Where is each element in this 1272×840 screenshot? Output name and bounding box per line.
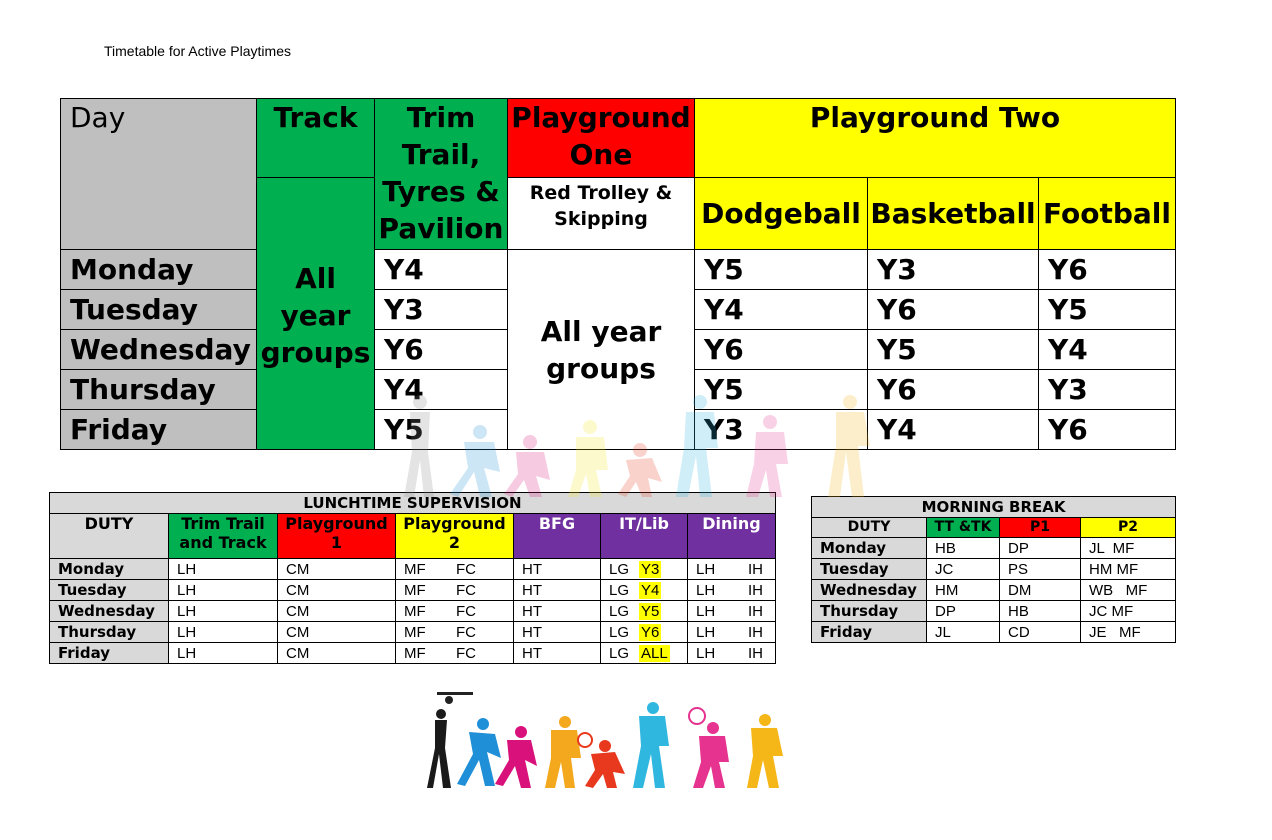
morning-day: Tuesday: [812, 559, 927, 580]
lunch-cell: LH: [169, 559, 278, 580]
sports-watermark-icon: [400, 372, 900, 502]
morning-p1-header: P1: [1000, 518, 1081, 538]
lunch-cell: [688, 601, 776, 622]
lunch-staff: MF: [404, 602, 426, 620]
track-header: Track: [257, 99, 375, 178]
lunch-staff: IH: [748, 581, 763, 599]
football-cell: Y4: [1039, 330, 1176, 370]
basketball-cell: Y3: [868, 250, 1039, 290]
playground-one-header: Playground One: [508, 99, 695, 178]
lunch-cell: LH: [169, 622, 278, 643]
lunch-staff: FC: [456, 602, 476, 620]
morning-day: Wednesday: [812, 580, 927, 601]
lunch-staff: MF: [404, 560, 426, 578]
football-cell: Y6: [1039, 250, 1176, 290]
morning-cell: JL: [927, 622, 1000, 643]
trim-cell: Y3: [375, 290, 508, 330]
lunch-cell: [688, 643, 776, 664]
lunch-cell: [601, 643, 688, 664]
lunch-staff: LG: [609, 602, 630, 620]
lunch-staff: MF: [404, 623, 426, 641]
lunch-staff: FC: [456, 644, 476, 662]
basketball-cell: Y4: [868, 410, 1039, 450]
dodgeball-cell: Y4: [695, 290, 868, 330]
lunch-cell: [396, 643, 514, 664]
lunch-staff: LG: [609, 623, 630, 641]
lunch-bfg-header: BFG: [514, 514, 601, 559]
year-highlight: Y4: [641, 581, 660, 599]
dodgeball-cell: Y5: [695, 250, 868, 290]
morning-duty-header: DUTY: [812, 518, 927, 538]
playground-one-all-year-groups: All year groups: [508, 250, 695, 450]
morning-caption: MORNING BREAK: [812, 497, 1176, 518]
lunch-staff: FC: [456, 623, 476, 641]
lunch-staff: LG: [609, 560, 630, 578]
morning-tt-header: TT &TK: [927, 518, 1000, 538]
sports-silhouettes-icon: [425, 688, 800, 792]
lunch-cell: [396, 622, 514, 643]
morning-cell: JC: [927, 559, 1000, 580]
lunch-cell: CM: [278, 643, 396, 664]
year-highlight: Y6: [641, 623, 660, 641]
lunch-trim-header: Trim Trail and Track: [169, 514, 278, 559]
figure-orange: [545, 716, 581, 788]
lunch-cell: [601, 580, 688, 601]
lunch-staff: LG: [609, 581, 630, 599]
figure-black: [427, 709, 451, 788]
morning-cell: WB MF: [1081, 580, 1176, 601]
figure-red: [578, 733, 625, 788]
lunch-staff: LH: [696, 623, 716, 641]
football-cell: Y6: [1039, 410, 1176, 450]
lunch-cell: CM: [278, 622, 396, 643]
lunch-cell: HT: [514, 580, 601, 601]
figure-yellow: [747, 714, 783, 788]
figure-magenta: [495, 726, 537, 788]
day-cell: Monday: [61, 250, 257, 290]
morning-cell: HB: [927, 538, 1000, 559]
lunch-cell: [688, 622, 776, 643]
morning-cell: DP: [1000, 538, 1081, 559]
lunch-caption: LUNCHTIME SUPERVISION: [50, 493, 776, 514]
dodgeball-cell: Y5: [695, 370, 868, 410]
figure-pink: [689, 708, 729, 788]
lunch-cell: [688, 580, 776, 601]
lunch-pg2-header: Playground 2: [396, 514, 514, 559]
football-header: Football: [1039, 178, 1176, 250]
lunch-staff: LG: [609, 644, 630, 662]
day-cell: Wednesday: [61, 330, 257, 370]
lunch-itlib-header: IT/Lib: [601, 514, 688, 559]
trim-cell: Y6: [375, 330, 508, 370]
lunchtime-supervision-table: [49, 492, 776, 664]
lunch-duty-header: DUTY: [50, 514, 169, 559]
lunch-staff: LH: [696, 602, 716, 620]
year-highlight: Y3: [641, 560, 660, 578]
football-cell: Y5: [1039, 290, 1176, 330]
lunch-day: Wednesday: [50, 601, 169, 622]
morning-cell: JC MF: [1081, 601, 1176, 622]
figure-cyan: [633, 702, 669, 788]
lunch-cell: LH: [169, 601, 278, 622]
basketball-cell: Y5: [868, 330, 1039, 370]
lunch-day: Friday: [50, 643, 169, 664]
lunch-staff: LH: [696, 560, 716, 578]
figure-blue: [457, 718, 501, 786]
basketball-cell: Y6: [868, 370, 1039, 410]
morning-cell: JL MF: [1081, 538, 1176, 559]
morning-break-table: [811, 496, 1176, 643]
day-cell: Tuesday: [61, 290, 257, 330]
year-highlight: Y5: [641, 602, 660, 620]
football-cell: Y3: [1039, 370, 1176, 410]
morning-cell: HM MF: [1081, 559, 1176, 580]
dodgeball-header: Dodgeball: [695, 178, 868, 250]
morning-day: Friday: [812, 622, 927, 643]
dodgeball-cell: Y6: [695, 330, 868, 370]
lunch-cell: [601, 622, 688, 643]
track-all-year-groups: All year groups: [257, 178, 375, 450]
lunch-cell: LH: [169, 643, 278, 664]
lunch-dining-header: Dining: [688, 514, 776, 559]
morning-day: Thursday: [812, 601, 927, 622]
lunch-staff: IH: [748, 623, 763, 641]
lunch-cell: CM: [278, 580, 396, 601]
day-header: Day: [61, 99, 257, 250]
lunch-cell: HT: [514, 559, 601, 580]
year-highlight: ALL: [641, 644, 668, 662]
morning-cell: PS: [1000, 559, 1081, 580]
lunch-cell: [396, 601, 514, 622]
trim-cell: Y5: [375, 410, 508, 450]
lunch-cell: CM: [278, 559, 396, 580]
document-title: Timetable for Active Playtimes: [104, 43, 291, 59]
day-cell: Thursday: [61, 370, 257, 410]
lunch-cell: [688, 559, 776, 580]
lunch-cell: HT: [514, 643, 601, 664]
lunch-cell: CM: [278, 601, 396, 622]
playground-one-subheader: Red Trolley & Skipping: [508, 178, 695, 250]
morning-cell: HB: [1000, 601, 1081, 622]
day-cell: Friday: [61, 410, 257, 450]
lunch-cell: LH: [169, 580, 278, 601]
dodgeball-cell: Y3: [695, 410, 868, 450]
morning-cell: HM: [927, 580, 1000, 601]
lunch-cell: [396, 580, 514, 601]
lunch-staff: FC: [456, 581, 476, 599]
morning-day: Monday: [812, 538, 927, 559]
lunch-cell: HT: [514, 622, 601, 643]
lunch-cell: [601, 601, 688, 622]
trim-cell: Y4: [375, 250, 508, 290]
lunch-staff: LH: [696, 581, 716, 599]
morning-cell: DP: [927, 601, 1000, 622]
morning-p2-header: P2: [1081, 518, 1176, 538]
basketball-cell: Y6: [868, 290, 1039, 330]
morning-cell: DM: [1000, 580, 1081, 601]
morning-cell: JE MF: [1081, 622, 1176, 643]
morning-cell: CD: [1000, 622, 1081, 643]
lunch-day: Thursday: [50, 622, 169, 643]
trim-cell: Y4: [375, 370, 508, 410]
lunch-cell: [396, 559, 514, 580]
lunch-staff: MF: [404, 581, 426, 599]
lunch-cell: HT: [514, 601, 601, 622]
lunch-staff: IH: [748, 602, 763, 620]
playground-two-header: Playground Two: [695, 99, 1176, 178]
lunch-staff: IH: [748, 560, 763, 578]
lunch-day: Tuesday: [50, 580, 169, 601]
lunch-pg1-header: Playground 1: [278, 514, 396, 559]
lunch-cell: [601, 559, 688, 580]
ball: [445, 696, 453, 704]
lunch-staff: MF: [404, 644, 426, 662]
lunch-staff: IH: [748, 644, 763, 662]
lunch-staff: FC: [456, 560, 476, 578]
lunch-staff: LH: [696, 644, 716, 662]
trim-trail-header: Trim Trail, Tyres & Pavilion: [375, 99, 508, 250]
basketball-header: Basketball: [868, 178, 1039, 250]
hoop-rim: [437, 692, 473, 695]
lunch-day: Monday: [50, 559, 169, 580]
